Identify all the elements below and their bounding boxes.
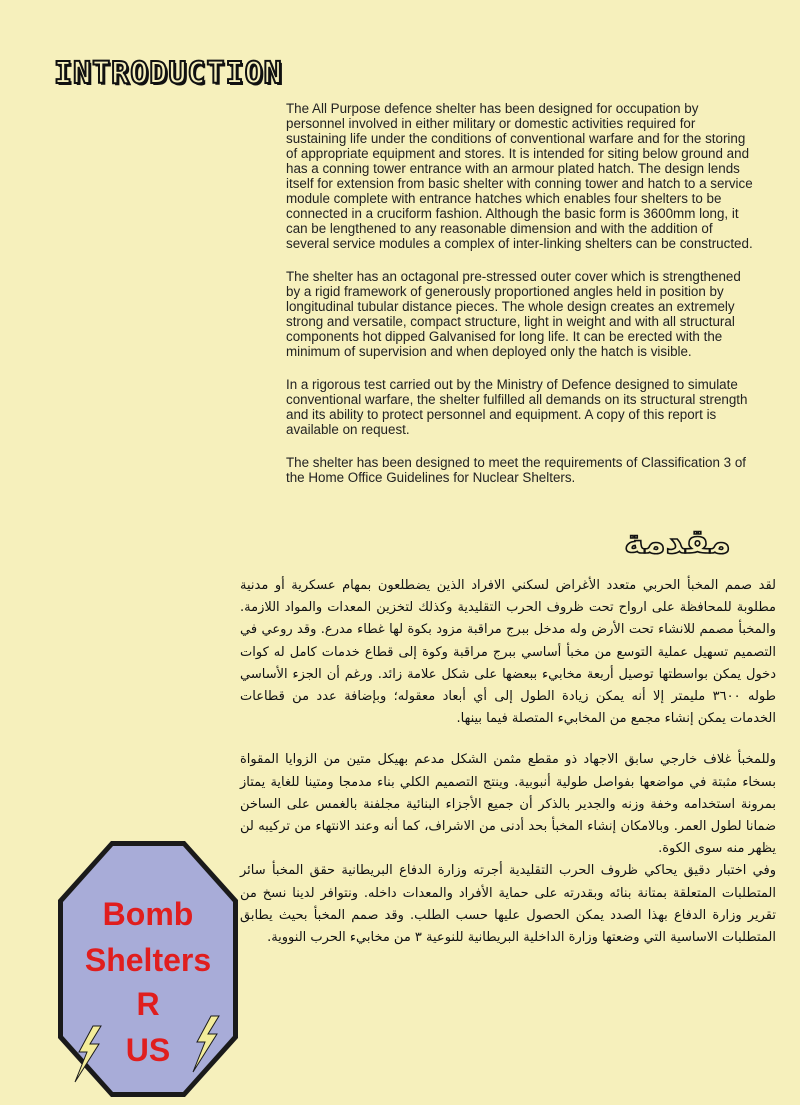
badge-text xyxy=(55,838,241,1100)
english-body xyxy=(286,101,756,503)
arabic-paragraph-1: لقد صمم المخبأ الحربي متعدد الأغراض لسكني الافراد الذين يضطلعون بمهام عسكرية أو مدنية مطلوبة للمحافظة على ارواح تحت ظروف الحرب التقليدية وكذلك لتخزين المعدات والمواد اللازمة. والمخبأ مصمم للانشاء تحت الأرض وله مدخل ببرج مراقبة مزود بكوة لها غطاء مدرع. وقد روعي في التصميم تسهيل عملية التوسع من مخبأ أساسي ببرج مراقبة وكوة إلى قطاع خدمات كامل له كوات دخول يمكن بواسطتها توصيل أربعة مخابيء ببعضها على شكل علامة زائد. ورغم أن الجزء الأساسي طوله ٣٦٠٠ مليمتر إلا أنه يمكن زيادة الطول إلى أي أبعاد معقوله؛ وبإضافة عدد من قطاعات الخدمات يمكن إنشاء مجمع من المخابيء المتصلة فيما بينها. xyxy=(240,578,776,727)
badge-line-bomb: Bomb xyxy=(102,896,194,932)
english-paragraph-4: The shelter has been designed to meet the requirements of Classification 3 of the Home Office Guidelines for Nuclear Shelters. xyxy=(286,455,747,485)
english-paragraph-3: In a rigorous test carried out by the Ministry of Defence designed to simulate conventional warfare, the shelter fulfilled all demands on its structural strength and its ability to protect personnel and equipment. A copy of this report is available on request. xyxy=(286,377,748,437)
arabic-paragraph-3: وفي اختبار دقيق يحاكي ظروف الحرب التقليدية أجرته وزارة الدفاع البريطانية حقق المخبأ سائر المتطلبات المتعلقة بمتانة بنائه وبقدرته على حماية الأفراد والمعدات داخله. ونتوافر لدينا نسخ من تقرير وزارة الدفاع بهذا الصدد يمكن الحصول عليها حسب الطلب. وقد صمم المخبأ بحيث يطابق المتطلبات الاساسية التي وضعتها وزارة الداخلية البريطانية للنوعية ٣ من مخابيء الحرب النووية. xyxy=(240,863,776,946)
arabic-heading: مقدمة xyxy=(624,522,731,562)
badge-line-r: R xyxy=(136,986,160,1022)
badge-line-us: US xyxy=(125,1032,171,1068)
page-title: INTRODUCTION xyxy=(54,56,283,91)
english-paragraph-1: The All Purpose defence shelter has been designed for occupation by personnel involved in either military or domestic activities required for sustaining life under the conditions of conventional warfare and for the storing of appropriate equipment and stores. It is intended for siting below ground and has a conning tower entrance with an armour plated hatch. The design lends itself for extension from basic shelter with conning tower and hatch to a service module complete with entrance hatches which enables four shelters to be connected in a cruciform fashion. Although the basic form is 3600mm long, it can be lengthened to any reasonable dimension and with the addition of several service modules a complex of inter-linking shelters can be constructed. xyxy=(286,101,753,251)
english-paragraph-2: The shelter has an octagonal pre-stressed outer cover which is strengthened by a rigid framework of generously proportioned angles held in position by longitudinal tubular distance pieces. The whole design creates an extremely strong and versatile, compact structure, light in weight and with all structural components hot dipped Galvanised for long life. It can be erected with the minimum of supervision and when deployed only the hatch is visible. xyxy=(286,269,741,359)
arabic-body xyxy=(240,575,776,968)
bomb-shelters-r-us-badge xyxy=(55,838,241,1100)
arabic-paragraph-2: وللمخبأ غلاف خارجي سابق الاجهاد ذو مقطع مثمن الشكل مدعم بهيكل متين من الزوايا المقواة بسخاء مثبتة في مواضعها بفواصل طولية أنبوبية. وينتج التصميم الكلي بناء مدمجا ومتينا للغاية يمتاز بمرونة استخدامه وخفة وزنه والجدير بالذكر أن جميع الأجزاء البنائية مجلفنة بالغمس على الساخن ضمانا لطول العمر. وبالامكان إنشاء المخبأ بحد أدنى من الاشراف، كما أنه وعند الانتهاء من تركيبه لن يظهر منه سوى الكوة. xyxy=(240,752,776,857)
badge-line-shelters: Shelters xyxy=(84,942,212,978)
